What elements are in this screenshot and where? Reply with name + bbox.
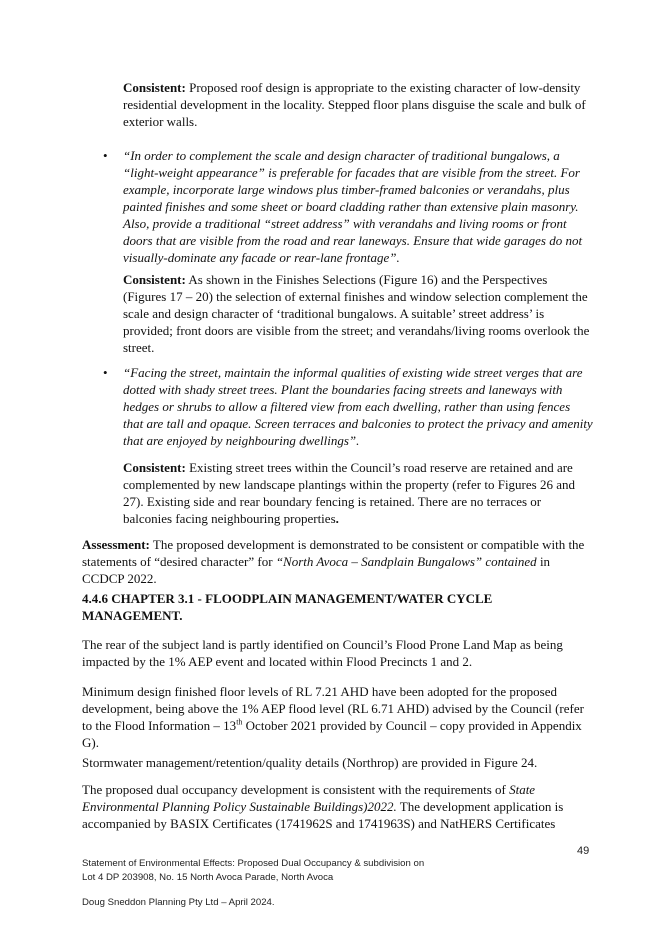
consistent-label: Consistent:: [123, 80, 186, 95]
paragraph-text: Proposed roof design is appropriate to the existing character of low-density residential development in the locality. Stepped floor plans disguise the scale and bulk of exterior walls.: [123, 80, 586, 129]
footer-line-1: Statement of Environmental Effects: Proposed Dual Occupancy & subdivision on: [82, 858, 425, 869]
paragraph-text: The proposed dual occupancy development is consistent with the requirements of: [82, 782, 510, 797]
paragraph-floor-levels: [82, 683, 594, 751]
section-heading: 4.4.6 CHAPTER 3.1 - FLOODPLAIN MANAGEMENT/WATER CYCLE MANAGEMENT.: [82, 591, 493, 623]
superscript: th: [236, 717, 243, 727]
italic-text: State Environmental Planning Policy Sustainable Buildings)2022.: [82, 782, 536, 814]
quote-facade-appearance: “In order to complement the scale and design character of traditional bungalows, a “light-weight appearance” is preferable for facades that are visible from the street. For example, incorporate large windows plus timber-framed balconies or verandahs, plus painted finishes and some sheet or board cladding rather than extensive plain masonry. Also, provide a traditional “street address” with verandahs and living rooms or front doors that are visible from the road and rear laneways. Ensure that wide garages do not visually-dominate any facade or rear-lane frontage”.: [123, 148, 583, 265]
paragraph-flood-map: The rear of the subject land is partly identified on Council’s Flood Prone Land Map as being impacted by the 1% AEP event and located within Flood Precincts 1 and 2.: [82, 637, 563, 669]
page-number: 49: [577, 845, 590, 857]
paragraph-text: The development application is accompanied by BASIX Certificates (1741962S and 1741963S) and NatHERS Certificates: [82, 799, 564, 831]
consistent-label: Consistent:: [123, 460, 186, 475]
paragraph-basix: [82, 781, 594, 832]
paragraph-text: Existing street trees within the Council’s road reserve are retained and are complemented by new landscape plantings within the property (refer to Figures 26 and 27). Existing side and rear boundary fencing is retained. There are no terraces or balconies facing neighbouring properties: [123, 460, 575, 526]
paragraph-end: .: [335, 511, 339, 526]
footer-line-2: Lot 4 DP 203908, No. 15 North Avoca Parade, North Avoca: [82, 872, 334, 883]
italic-text: “North Avoca – Sandplain Bungalows” contained: [275, 554, 537, 569]
footer-line-3: Doug Sneddon Planning Pty Ltd – April 2024.: [82, 897, 275, 908]
paragraph-text: in CCDCP 2022.: [82, 554, 551, 586]
bullet-marker: •: [103, 365, 108, 380]
paragraph-roof-design: [123, 79, 593, 130]
quote-street-verges: “Facing the street, maintain the informal qualities of existing wide street verges that are dotted with shady street trees. Plant the boundaries facing streets and laneways with hedges or shrubs to allow a filtered view from each dwelling, rather than using fences that are tall and opaque. Screen terraces and balconies to protect the privacy and amenity that are enjoyed by neighbouring dwellings”.: [123, 365, 593, 448]
assessment-label: Assessment:: [82, 537, 150, 552]
paragraph-street-trees: [123, 459, 593, 527]
paragraph-finishes: [123, 271, 593, 356]
paragraph-text: As shown in the Finishes Selections (Figure 16) and the Perspectives (Figures 17 – 20) the selection of external finishes and window selection complement the scale and design character of ‘traditional bungalows. A suitable’ street address’ is provided; front doors are visible from the street; and verandahs/living rooms overlook the street.: [123, 272, 590, 355]
paragraph-text: October 2021 provided by Council – copy provided in Appendix G).: [82, 718, 582, 750]
bullet-marker: •: [103, 148, 108, 163]
paragraph-text: Minimum design finished floor levels of RL 7.21 AHD have been adopted for the proposed development, being above the 1% AEP flood level (RL 6.71 AHD) advised by the Council (refer to the Flood Information – 13: [82, 684, 584, 733]
consistent-label: Consistent:: [123, 272, 186, 287]
paragraph-text: The proposed development is demonstrated to be consistent or compatible with the statements of “desired character” for: [82, 537, 585, 569]
paragraph-assessment: [82, 536, 594, 587]
paragraph-stormwater: Stormwater management/retention/quality details (Northrop) are provided in Figure 24.: [82, 755, 538, 770]
